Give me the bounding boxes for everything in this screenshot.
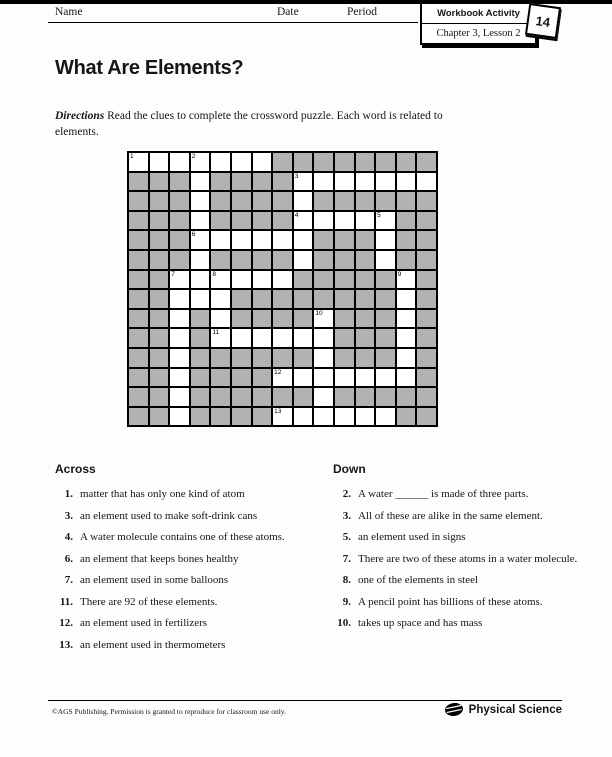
across-clues-section: [55, 462, 292, 659]
crossword-blocked-cell: [252, 407, 273, 427]
clue-number-label: 8.: [342, 574, 351, 586]
clue-text: one of the elements in steel: [358, 574, 479, 586]
clue-text: There are two of these atoms in a water molecule.: [358, 552, 578, 565]
crossword-answer-cell[interactable]: [210, 270, 231, 290]
crossword-blocked-cell: [210, 387, 231, 407]
crossword-answer-cell[interactable]: [313, 211, 334, 231]
crossword-blocked-cell: [355, 230, 376, 250]
crossword-answer-cell[interactable]: [396, 348, 417, 368]
crossword-answer-cell[interactable]: [231, 328, 252, 348]
crossword-blocked-cell: [149, 407, 170, 427]
crossword-blocked-cell: [231, 368, 252, 388]
crossword-answer-cell[interactable]: [396, 172, 417, 192]
clue-text: an element used in signs: [358, 531, 466, 543]
crossword-blocked-cell: [416, 211, 437, 231]
chapter-lesson-label: Chapter 3, Lesson 2: [436, 28, 521, 39]
down-clue-list: [333, 487, 580, 630]
clue-number-label: 3.: [64, 509, 73, 522]
crossword-blocked-cell: [231, 250, 252, 270]
crossword-answer-cell[interactable]: [313, 348, 334, 368]
crossword-blocked-cell: [169, 191, 190, 211]
date-label: Date: [277, 6, 299, 18]
crossword-blocked-cell: [231, 407, 252, 427]
crossword-blocked-cell: [396, 230, 417, 250]
crossword-answer-cell[interactable]: [210, 309, 231, 329]
period-label: Period: [347, 6, 378, 18]
crossword-blocked-cell: [334, 348, 355, 368]
crossword-answer-cell[interactable]: [149, 152, 170, 172]
crossword-blocked-cell: [313, 270, 334, 290]
crossword-blocked-cell: [128, 230, 149, 250]
clue-text: There are 92 of these elements.: [80, 595, 218, 608]
crossword-answer-cell[interactable]: [375, 407, 396, 427]
crossword-answer-cell[interactable]: [313, 387, 334, 407]
crossword-blocked-cell: [416, 230, 437, 250]
subject-label: Physical Science: [468, 703, 562, 716]
clue-text: matter that has only one kind of atom: [80, 488, 245, 500]
crossword-answer-cell[interactable]: [252, 230, 273, 250]
clue-number-label: 7.: [64, 574, 73, 586]
clue-text: takes up space and has mass: [358, 617, 483, 629]
crossword-answer-cell[interactable]: [210, 289, 231, 309]
down-clue-7: [333, 552, 580, 566]
crossword-answer-cell[interactable]: [334, 368, 355, 388]
crossword-answer-cell[interactable]: [169, 152, 190, 172]
crossword-blocked-cell: [416, 368, 437, 388]
crossword-blocked-cell: [128, 172, 149, 192]
crossword-blocked-cell: [334, 309, 355, 329]
clue-number-11: 11: [212, 329, 220, 337]
crossword-answer-cell[interactable]: [169, 270, 190, 290]
crossword-blocked-cell: [169, 211, 190, 231]
crossword-answer-cell[interactable]: [375, 211, 396, 231]
crossword-blocked-cell: [149, 368, 170, 388]
crossword-answer-cell[interactable]: [252, 328, 273, 348]
crossword-blocked-cell: [355, 152, 376, 172]
crossword-blocked-cell: [272, 348, 293, 368]
crossword-blocked-cell: [293, 289, 314, 309]
crossword-blocked-cell: [210, 191, 231, 211]
crossword-blocked-cell: [396, 407, 417, 427]
crossword-answer-cell[interactable]: [396, 368, 417, 388]
crossword-blocked-cell: [252, 348, 273, 368]
crossword-blocked-cell: [128, 191, 149, 211]
crossword-blocked-cell: [416, 289, 437, 309]
crossword-blocked-cell: [128, 328, 149, 348]
crossword-blocked-cell: [272, 152, 293, 172]
crossword-answer-cell[interactable]: [169, 289, 190, 309]
crossword-blocked-cell: [231, 387, 252, 407]
crossword-blocked-cell: [355, 387, 376, 407]
crossword-answer-cell[interactable]: [293, 191, 314, 211]
crossword-blocked-cell: [334, 328, 355, 348]
crossword-blocked-cell: [416, 387, 437, 407]
crossword-blocked-cell: [149, 328, 170, 348]
crossword-answer-cell[interactable]: [231, 152, 252, 172]
crossword-answer-cell[interactable]: [334, 172, 355, 192]
crossword-answer-cell[interactable]: [313, 328, 334, 348]
across-clue-3: [55, 509, 292, 523]
crossword-blocked-cell: [128, 211, 149, 231]
clue-number-4: 4: [294, 211, 299, 219]
crossword-blocked-cell: [231, 309, 252, 329]
down-clue-2: [333, 487, 580, 501]
crossword-blocked-cell: [272, 211, 293, 231]
across-clue-13: [55, 638, 292, 652]
crossword-blocked-cell: [252, 387, 273, 407]
crossword-blocked-cell: [375, 328, 396, 348]
clue-text: an element that keeps bones healthy: [80, 552, 239, 565]
crossword-answer-cell[interactable]: [313, 407, 334, 427]
crossword-answer-cell[interactable]: [293, 368, 314, 388]
clue-number-label: 2.: [342, 488, 351, 500]
down-heading: Down: [333, 462, 366, 476]
crossword-blocked-cell: [149, 309, 170, 329]
crossword-blocked-cell: [416, 250, 437, 270]
crossword-blocked-cell: [272, 309, 293, 329]
crossword-blocked-cell: [252, 309, 273, 329]
crossword-answer-cell[interactable]: [252, 152, 273, 172]
crossword-blocked-cell: [334, 270, 355, 290]
clue-number-10: 10: [315, 309, 323, 317]
crossword-blocked-cell: [252, 172, 273, 192]
crossword-answer-cell[interactable]: [334, 407, 355, 427]
crossword-answer-cell[interactable]: [210, 230, 231, 250]
crossword-blocked-cell: [355, 191, 376, 211]
clue-number-label: 6.: [64, 552, 73, 565]
crossword-answer-cell[interactable]: [272, 328, 293, 348]
crossword-blocked-cell: [252, 368, 273, 388]
crossword-answer-cell[interactable]: [396, 270, 417, 290]
crossword-blocked-cell: [293, 152, 314, 172]
crossword-blocked-cell: [210, 348, 231, 368]
across-clue-4: [55, 530, 292, 544]
down-clue-9: [333, 595, 580, 609]
crossword-blocked-cell: [190, 348, 211, 368]
clue-text: an element used in thermometers: [80, 638, 226, 651]
crossword-answer-cell[interactable]: [210, 152, 231, 172]
crossword-blocked-cell: [375, 270, 396, 290]
clue-number-label: 12.: [59, 617, 73, 629]
crossword-blocked-cell: [252, 289, 273, 309]
crossword-blocked-cell: [375, 152, 396, 172]
clue-number-label: 11.: [59, 595, 73, 608]
across-clue-1: [55, 487, 292, 501]
crossword-answer-cell[interactable]: [190, 211, 211, 231]
clue-text: All of these are alike in the same element.: [358, 509, 543, 522]
clue-number-label: 13.: [59, 638, 73, 651]
clue-number-3: 3: [294, 172, 299, 180]
crossword-blocked-cell: [128, 289, 149, 309]
crossword-blocked-cell: [355, 289, 376, 309]
crossword-answer-cell[interactable]: [313, 172, 334, 192]
crossword-blocked-cell: [210, 172, 231, 192]
crossword-blocked-cell: [128, 368, 149, 388]
workbook-activity-box: [420, 2, 537, 45]
clue-number-label: 9.: [342, 595, 351, 608]
crossword-blocked-cell: [334, 250, 355, 270]
crossword-answer-cell[interactable]: [190, 191, 211, 211]
crossword-blocked-cell: [293, 387, 314, 407]
clue-text: A water ______ is made of three parts.: [358, 488, 529, 500]
crossword-answer-cell[interactable]: [169, 387, 190, 407]
crossword-blocked-cell: [272, 172, 293, 192]
clue-number-label: 4.: [64, 531, 73, 543]
crossword-blocked-cell: [149, 348, 170, 368]
crossword-blocked-cell: [272, 250, 293, 270]
footer-brand: [444, 702, 562, 717]
crossword-answer-cell[interactable]: [190, 172, 211, 192]
crossword-blocked-cell: [355, 348, 376, 368]
clue-number-label: 10.: [337, 617, 351, 629]
crossword-blocked-cell: [231, 211, 252, 231]
across-clue-7: [55, 573, 292, 587]
crossword-blocked-cell: [375, 289, 396, 309]
crossword-blocked-cell: [231, 348, 252, 368]
crossword-answer-cell[interactable]: [375, 172, 396, 192]
crossword-answer-cell[interactable]: [169, 328, 190, 348]
clue-number-13: 13: [274, 407, 282, 415]
crossword-answer-cell[interactable]: [355, 368, 376, 388]
crossword-answer-cell[interactable]: [190, 230, 211, 250]
clue-number-2: 2: [191, 153, 196, 160]
crossword-blocked-cell: [396, 250, 417, 270]
across-clue-12: [55, 616, 292, 630]
crossword-answer-cell[interactable]: [169, 407, 190, 427]
crossword-blocked-cell: [128, 387, 149, 407]
crossword-blocked-cell: [396, 387, 417, 407]
clue-number-8: 8: [212, 270, 216, 278]
clue-text: A water molecule contains one of these atoms.: [80, 531, 285, 543]
clue-number-label: 1.: [64, 488, 73, 500]
crossword-blocked-cell: [231, 172, 252, 192]
down-clues-section: [333, 462, 580, 638]
crossword-blocked-cell: [252, 191, 273, 211]
crossword-blocked-cell: [231, 191, 252, 211]
crossword-blocked-cell: [231, 289, 252, 309]
crossword-blocked-cell: [272, 191, 293, 211]
crossword-blocked-cell: [334, 387, 355, 407]
crossword-blocked-cell: [334, 230, 355, 250]
crossword-blocked-cell: [190, 407, 211, 427]
clue-number-9: 9: [397, 270, 402, 278]
crossword-blocked-cell: [210, 250, 231, 270]
crossword-answer-cell[interactable]: [252, 270, 273, 290]
clue-number-1: 1: [130, 153, 134, 160]
crossword-answer-cell[interactable]: [169, 368, 190, 388]
crossword-blocked-cell: [293, 348, 314, 368]
crossword-blocked-cell: [128, 407, 149, 427]
down-clue-3: [333, 509, 580, 523]
crossword-blocked-cell: [128, 309, 149, 329]
crossword-blocked-cell: [375, 309, 396, 329]
crossword-blocked-cell: [169, 172, 190, 192]
crossword-blocked-cell: [313, 230, 334, 250]
clue-number-6: 6: [191, 231, 196, 239]
across-clue-list: [55, 487, 292, 652]
crossword-blocked-cell: [375, 387, 396, 407]
crossword-blocked-cell: [190, 328, 211, 348]
clue-number-label: 5.: [342, 531, 351, 543]
crossword-blocked-cell: [375, 348, 396, 368]
crossword-blocked-cell: [416, 407, 437, 427]
crossword-blocked-cell: [416, 191, 437, 211]
across-clue-6: [55, 552, 292, 566]
crossword-blocked-cell: [149, 289, 170, 309]
crossword-blocked-cell: [149, 172, 170, 192]
crossword-answer-cell[interactable]: [355, 407, 376, 427]
clue-number-12: 12: [274, 368, 282, 376]
crossword-blocked-cell: [355, 328, 376, 348]
crossword-answer-cell[interactable]: [355, 172, 376, 192]
name-label: Name: [55, 6, 83, 18]
crossword-blocked-cell: [272, 387, 293, 407]
crossword-blocked-cell: [169, 250, 190, 270]
crossword-answer-cell[interactable]: [375, 230, 396, 250]
clue-number-label: 3.: [342, 509, 351, 522]
crossword-answer-cell[interactable]: [396, 309, 417, 329]
crossword-blocked-cell: [416, 348, 437, 368]
crossword-blocked-cell: [149, 250, 170, 270]
crossword-answer-cell[interactable]: [190, 289, 211, 309]
crossword-answer-cell[interactable]: [375, 368, 396, 388]
crossword-blocked-cell: [355, 250, 376, 270]
page-number-tab: 14: [525, 3, 561, 39]
down-clue-10: [333, 616, 580, 630]
clue-number-5: 5: [377, 211, 381, 219]
crossword-answer-cell[interactable]: [272, 407, 293, 427]
crossword-blocked-cell: [416, 152, 437, 172]
crossword-blocked-cell: [190, 368, 211, 388]
physical-science-logo-icon: [443, 701, 465, 719]
clue-number-label: 7.: [342, 552, 351, 565]
crossword-answer-cell[interactable]: [210, 328, 231, 348]
crossword-blocked-cell: [252, 250, 273, 270]
crossword-blocked-cell: [416, 309, 437, 329]
crossword-answer-cell[interactable]: [190, 250, 211, 270]
crossword-blocked-cell: [210, 407, 231, 427]
crossword-answer-cell[interactable]: [272, 230, 293, 250]
clue-text: an element used in some balloons: [80, 574, 229, 586]
crossword-answer-cell[interactable]: [293, 407, 314, 427]
across-clue-11: [55, 595, 292, 609]
crossword-answer-cell[interactable]: [169, 348, 190, 368]
crossword-answer-cell[interactable]: [355, 211, 376, 231]
crossword-blocked-cell: [149, 230, 170, 250]
clue-text: A pencil point has billions of these atoms.: [358, 595, 543, 608]
copyright-text: ©AGS Publishing. Permission is granted to reproduce for classroom use only.: [52, 707, 286, 716]
crossword-blocked-cell: [149, 387, 170, 407]
crossword-answer-cell[interactable]: [375, 250, 396, 270]
crossword-blocked-cell: [190, 387, 211, 407]
crossword-answer-cell[interactable]: [231, 270, 252, 290]
directions-text: Directions Read the clues to complete the crossword puzzle. Each word is related to elements.: [55, 109, 443, 139]
crossword-blocked-cell: [313, 152, 334, 172]
crossword-blocked-cell: [210, 368, 231, 388]
crossword-blocked-cell: [396, 152, 417, 172]
crossword-answer-cell[interactable]: [396, 328, 417, 348]
down-clue-5: [333, 530, 580, 544]
crossword-blocked-cell: [252, 211, 273, 231]
crossword-answer-cell[interactable]: [272, 368, 293, 388]
crossword-answer-cell[interactable]: [293, 328, 314, 348]
crossword-answer-cell[interactable]: [313, 368, 334, 388]
crossword-blocked-cell: [334, 191, 355, 211]
page-title: What Are Elements?: [55, 57, 244, 80]
crossword-answer-cell[interactable]: [128, 152, 149, 172]
crossword-answer-cell[interactable]: [293, 172, 314, 192]
crossword-answer-cell[interactable]: [293, 211, 314, 231]
crossword-answer-cell[interactable]: [334, 211, 355, 231]
crossword-answer-cell[interactable]: [293, 250, 314, 270]
crossword-answer-cell[interactable]: [293, 230, 314, 250]
crossword-blocked-cell: [313, 250, 334, 270]
crossword-blocked-cell: [416, 270, 437, 290]
crossword-blocked-cell: [190, 309, 211, 329]
crossword-answer-cell[interactable]: [190, 152, 211, 172]
crossword-blocked-cell: [169, 230, 190, 250]
crossword-blocked-cell: [334, 289, 355, 309]
crossword-blocked-cell: [293, 270, 314, 290]
crossword-answer-cell[interactable]: [190, 270, 211, 290]
crossword-answer-cell[interactable]: [396, 289, 417, 309]
crossword-blocked-cell: [210, 211, 231, 231]
directions-label: Directions: [55, 109, 105, 122]
down-clue-8: [333, 573, 580, 587]
footer-rule: [48, 700, 562, 701]
crossword-blocked-cell: [128, 348, 149, 368]
crossword-blocked-cell: [128, 270, 149, 290]
crossword-blocked-cell: [334, 152, 355, 172]
clue-text: an element used in fertilizers: [80, 617, 208, 629]
across-heading: Across: [55, 462, 96, 476]
crossword-blocked-cell: [149, 191, 170, 211]
crossword-answer-cell[interactable]: [169, 309, 190, 329]
crossword-blocked-cell: [149, 211, 170, 231]
crossword-blocked-cell: [313, 191, 334, 211]
clue-text: an element used to make soft-drink cans: [80, 509, 258, 522]
crossword-blocked-cell: [355, 309, 376, 329]
crossword-answer-cell[interactable]: [231, 230, 252, 250]
crossword-answer-cell[interactable]: [272, 270, 293, 290]
workbook-activity-label: Workbook Activity: [422, 4, 535, 24]
crossword-blocked-cell: [396, 211, 417, 231]
crossword-blocked-cell: [293, 309, 314, 329]
crossword-blocked-cell: [149, 270, 170, 290]
name-date-period-writing-line[interactable]: [48, 22, 418, 23]
crossword-blocked-cell: [128, 250, 149, 270]
crossword-grid: [127, 151, 438, 427]
crossword-blocked-cell: [375, 191, 396, 211]
crossword-blocked-cell: [355, 270, 376, 290]
crossword-answer-cell[interactable]: [313, 309, 334, 329]
crossword-blocked-cell: [416, 328, 437, 348]
crossword-blocked-cell: [313, 289, 334, 309]
crossword-blocked-cell: [396, 191, 417, 211]
crossword-answer-cell[interactable]: [416, 172, 437, 192]
crossword-blocked-cell: [272, 289, 293, 309]
clue-number-7: 7: [171, 270, 175, 278]
